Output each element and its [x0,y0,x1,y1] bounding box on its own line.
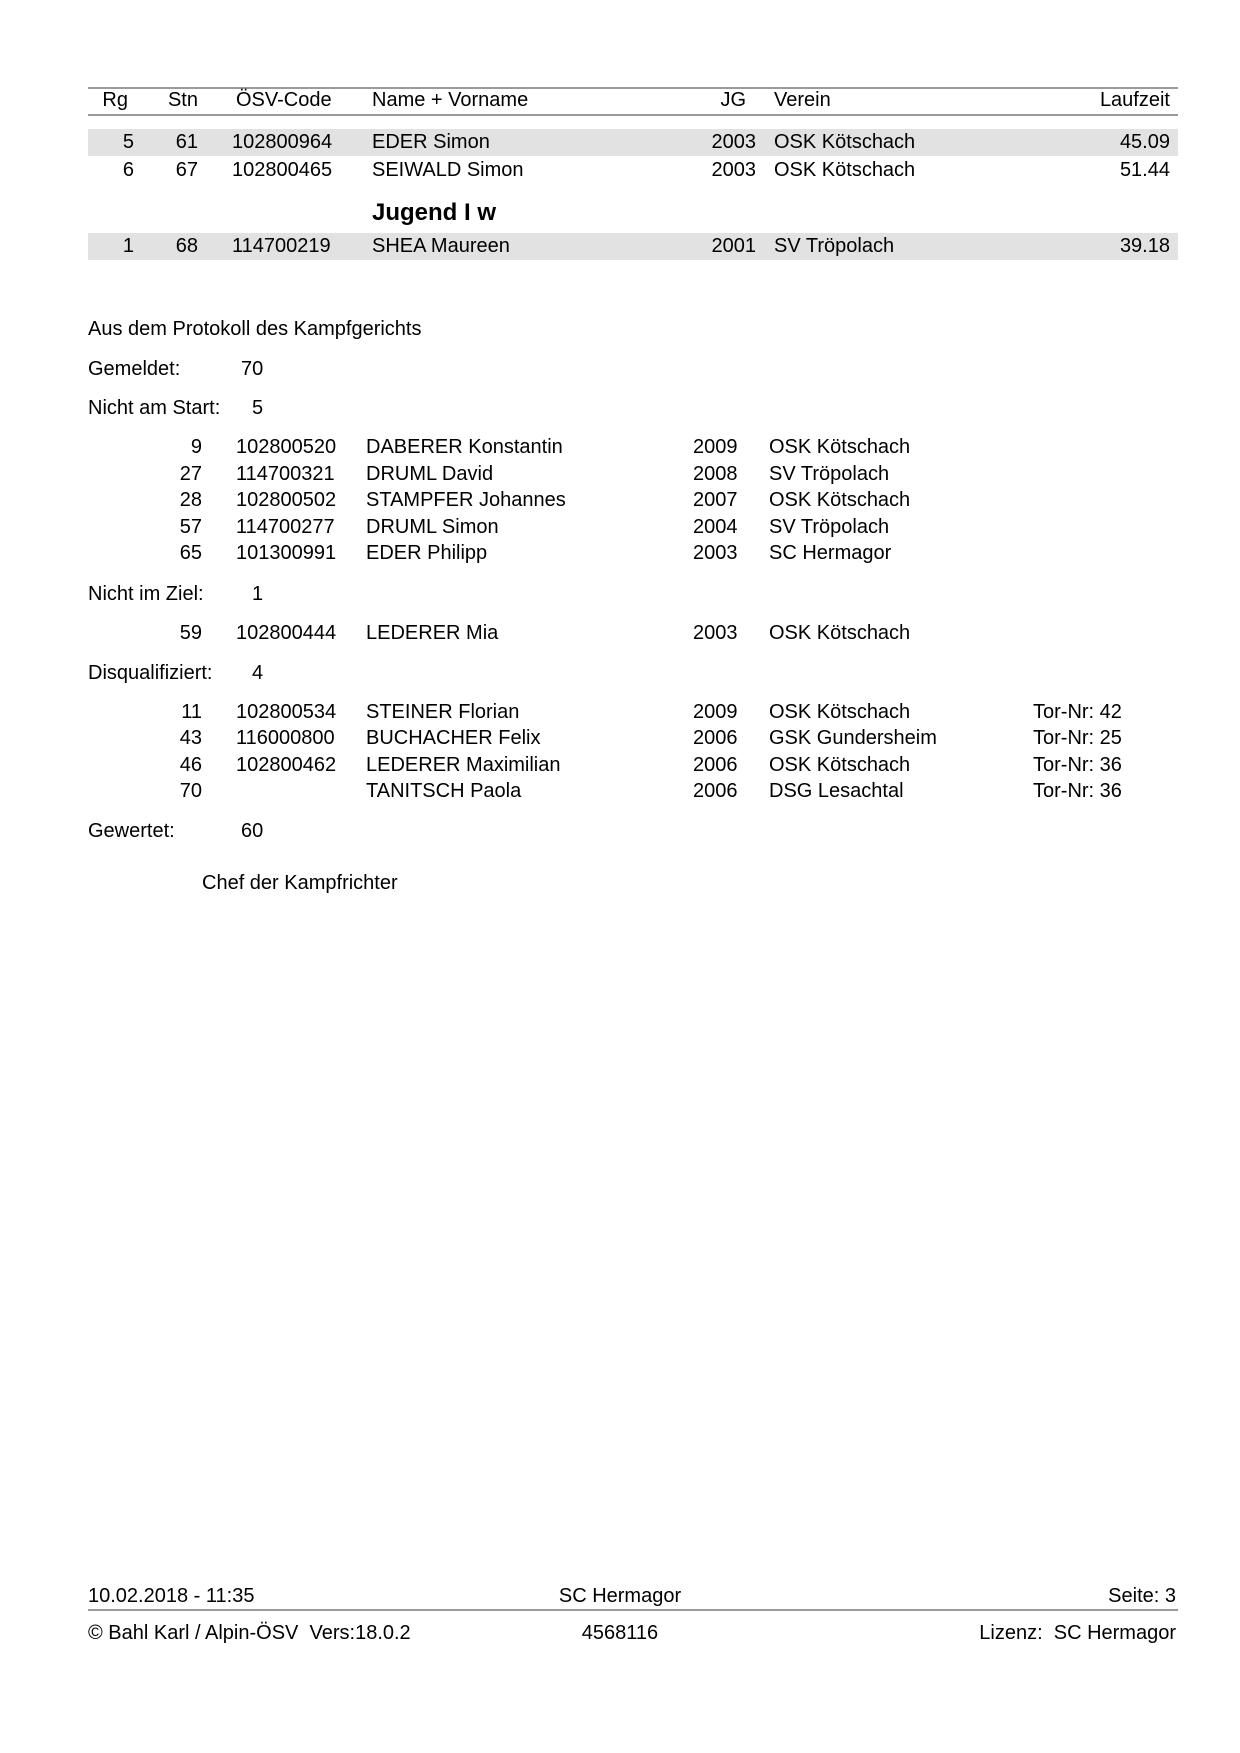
list-item [0,780,1240,807]
cell-stn: 67 [175,159,198,181]
item-name: EDER Philipp [366,542,488,564]
item-code: 102800502 [236,489,337,511]
category-title: Jugend I w [372,199,497,226]
list-item [0,622,1240,649]
nicht-am-start-label: Nicht am Start: [88,397,221,419]
disqualifiziert-value: 4 [252,662,264,684]
header-code: ÖSV-Code [236,89,332,111]
gemeldet-label: Gemeldet: [88,358,181,380]
cell-stn: 68 [175,235,198,257]
item-tor: Tor-Nr: 42 [1033,701,1122,723]
cell-code: 102800964 [232,131,333,153]
item-name: DRUML David [366,463,494,485]
gewertet-value: 60 [241,820,264,842]
chef-label: Chef der Kampfrichter [202,872,398,894]
cell-jg: 2003 [711,131,756,153]
item-stn: 27 [179,463,202,485]
item-stn: 59 [179,622,202,644]
cell-time: 45.09 [1119,131,1170,153]
item-name: DRUML Simon [366,516,499,538]
cell-code: 102800465 [232,159,333,181]
cell-jg: 2003 [711,159,756,181]
header-verein: Verein [774,89,831,111]
item-code: 102800534 [236,701,337,723]
item-code: 102800520 [236,436,337,458]
item-verein: OSK Kötschach [769,622,911,644]
cell-name: SEIWALD Simon [372,159,524,181]
cell-name: EDER Simon [372,131,490,153]
header-laufzeit: Laufzeit [1099,89,1170,111]
item-code: 102800462 [236,754,337,776]
table-row [0,129,1240,156]
item-verein: SV Tröpolach [769,463,890,485]
gewertet-label: Gewertet: [88,820,175,842]
item-name: DABERER Konstantin [366,436,563,458]
cell-code: 114700219 [232,235,331,257]
list-item [0,727,1240,754]
header-jg: JG [720,89,746,111]
disqualifiziert-label: Disqualifiziert: [88,662,213,684]
item-name: LEDERER Mia [366,622,499,644]
cell-stn: 61 [175,131,198,153]
list-item [0,463,1240,490]
cell-jg: 2001 [711,235,756,257]
item-jg: 2003 [693,542,738,564]
cell-verein: OSK Kötschach [774,131,916,153]
cell-rg: 5 [122,131,134,153]
item-verein: SC Hermagor [769,542,892,564]
cell-time: 39.18 [1119,235,1170,257]
item-verein: OSK Kötschach [769,436,911,458]
item-verein: GSK Gundersheim [769,727,937,749]
list-item [0,436,1240,463]
gemeldet-value: 70 [241,358,264,380]
item-name: BUCHACHER Felix [366,727,541,749]
table-row [0,233,1240,260]
header-rg: Rg [102,89,128,111]
cell-verein: SV Tröpolach [774,235,895,257]
item-jg: 2006 [693,754,738,776]
cell-rg: 6 [122,159,134,181]
item-stn: 9 [190,436,202,458]
item-verein: OSK Kötschach [769,754,911,776]
item-stn: 70 [179,780,202,802]
item-jg: 2003 [693,622,738,644]
footer-club: SC Hermagor [558,1585,682,1607]
nicht-im-ziel-value: 1 [252,583,264,605]
item-stn: 57 [179,516,202,538]
nicht-am-start-value: 5 [252,397,264,419]
footer-rule [88,1609,1178,1611]
item-name: TANITSCH Paola [366,780,522,802]
list-item [0,516,1240,543]
item-jg: 2006 [693,727,738,749]
item-jg: 2009 [693,701,738,723]
results-header [0,87,1240,114]
item-name: STEINER Florian [366,701,520,723]
cell-time: 51.44 [1119,159,1170,181]
footer-copyright: © Bahl Karl / Alpin-ÖSV Vers:18.0.2 [88,1622,411,1644]
list-item [0,542,1240,569]
item-jg: 2004 [693,516,738,538]
cell-verein: OSK Kötschach [774,159,916,181]
list-item [0,701,1240,728]
list-item [0,489,1240,516]
cell-rg: 1 [122,235,134,257]
item-verein: SV Tröpolach [769,516,890,538]
item-tor: Tor-Nr: 36 [1033,780,1122,802]
item-verein: OSK Kötschach [769,701,911,723]
item-jg: 2006 [693,780,738,802]
item-jg: 2008 [693,463,738,485]
footer-page: Seite: 3 [1108,1585,1176,1607]
item-stn: 46 [179,754,202,776]
item-verein: OSK Kötschach [769,489,911,511]
protocol-title: Aus dem Protokoll des Kampfgerichts [88,318,422,340]
list-item [0,754,1240,781]
item-name: LEDERER Maximilian [366,754,561,776]
item-verein: DSG Lesachtal [769,780,904,802]
item-code: 114700321 [236,463,335,485]
item-code: 101300991 [236,542,337,564]
item-code: 102800444 [236,622,337,644]
item-stn: 11 [181,701,202,723]
item-jg: 2007 [693,489,738,511]
item-jg: 2009 [693,436,738,458]
item-tor: Tor-Nr: 25 [1033,727,1122,749]
footer-datetime: 10.02.2018 - 11:35 [88,1585,255,1607]
item-code: 116000800 [236,727,335,749]
header-stn: Stn [167,89,198,111]
footer-license: Lizenz: SC Hermagor [979,1622,1176,1644]
header-name: Name + Vorname [372,89,529,111]
nicht-im-ziel-label: Nicht im Ziel: [88,583,204,605]
table-row [0,157,1240,184]
item-code: 114700277 [236,516,335,538]
item-stn: 65 [179,542,202,564]
cell-name: SHEA Maureen [372,235,510,257]
header-bottom-rule [88,114,1178,116]
item-stn: 43 [179,727,202,749]
item-name: STAMPFER Johannes [366,489,566,511]
item-stn: 28 [179,489,202,511]
item-tor: Tor-Nr: 36 [1033,754,1122,776]
footer-number: 4568116 [581,1622,659,1644]
